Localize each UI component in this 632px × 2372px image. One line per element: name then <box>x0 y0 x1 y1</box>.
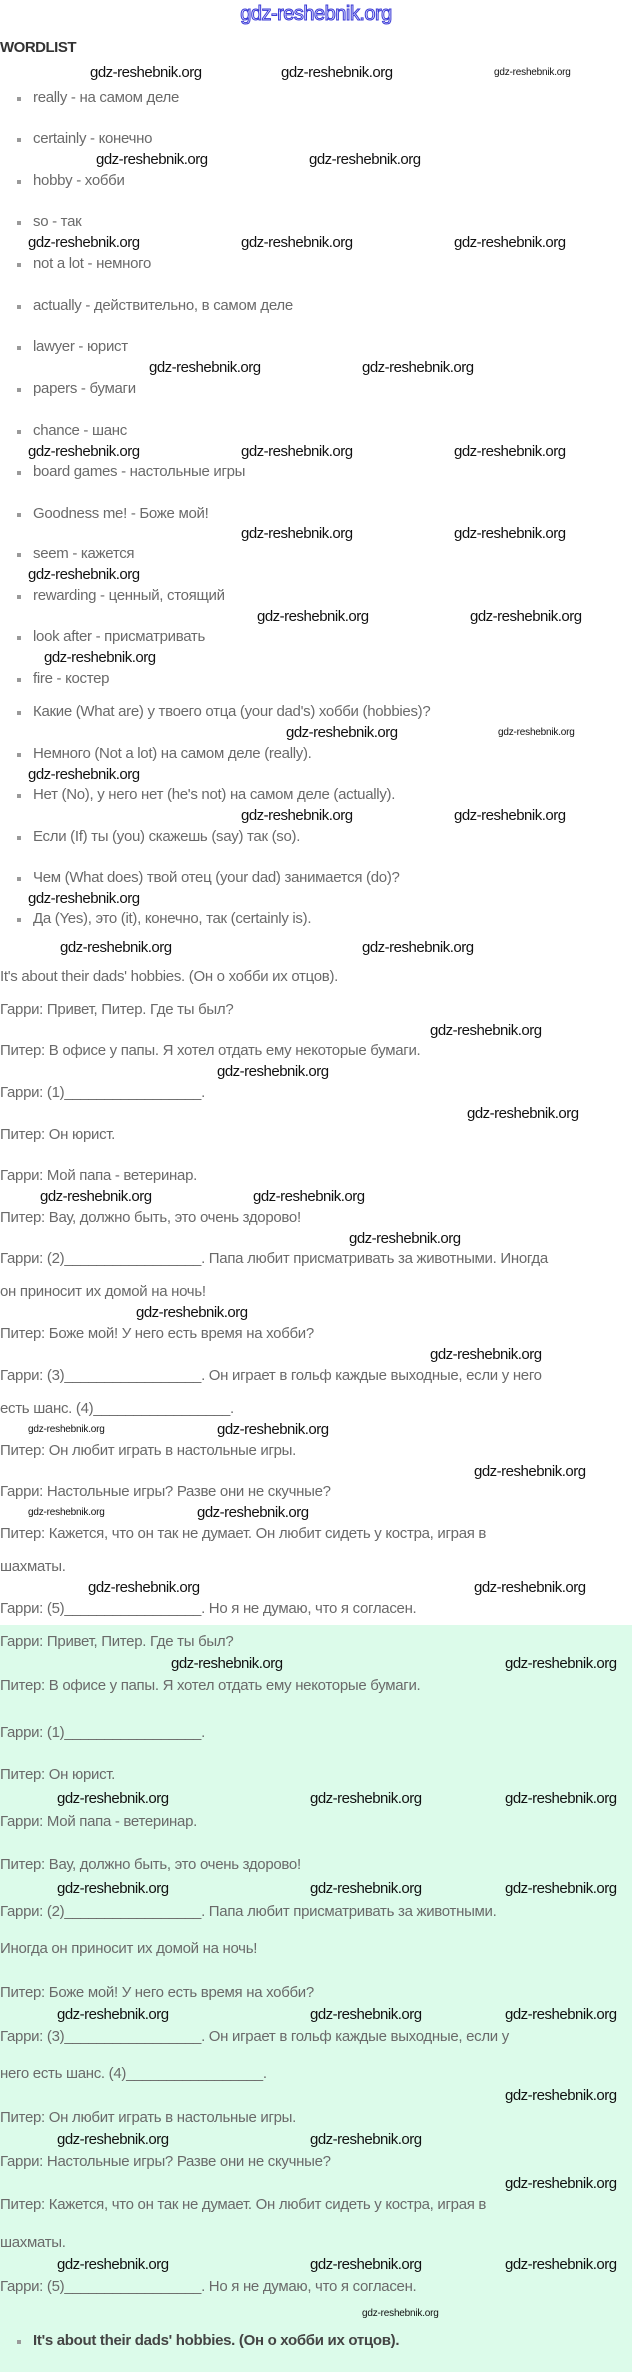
watermark: gdz-reshebnik.org <box>505 2006 617 2023</box>
watermark: gdz-reshebnik.org <box>470 608 582 625</box>
watermark: gdz-reshebnik.org <box>217 1421 329 1438</box>
watermark: gdz-reshebnik.org <box>241 443 353 460</box>
bullet-icon <box>17 221 21 225</box>
wordlist-item: hobby - хобби <box>33 172 125 189</box>
dialogue-line: Питер: В офисе у папы. Я хотел отдать ему некоторые бумаги. <box>0 1042 421 1059</box>
watermark: gdz-reshebnik.org <box>349 1230 461 1247</box>
watermark: gdz-reshebnik.org <box>505 1655 617 1672</box>
wordlist-item: Нет (No), у него нет (he's not) на самом деле (actually). <box>33 786 396 803</box>
watermark: gdz-reshebnik.org <box>309 151 421 168</box>
watermark: gdz-reshebnik.org <box>281 64 393 81</box>
bullet-icon <box>17 263 21 267</box>
watermark: gdz-reshebnik.org <box>28 443 140 460</box>
dialogue-line: Гарри: (2)_________________. Папа любит присматривать за животными. Иногда <box>0 1250 548 1267</box>
wordlist-item: seem - кажется <box>33 545 135 562</box>
answer-line: Гарри: (1)_________________. <box>0 1724 205 1741</box>
watermark: gdz-reshebnik.org <box>44 649 156 666</box>
watermark: gdz-reshebnik.org <box>310 2131 422 2148</box>
watermark: gdz-reshebnik.org <box>505 1880 617 1897</box>
watermark: gdz-reshebnik.org <box>241 234 353 251</box>
watermark: gdz-reshebnik.org <box>88 1579 200 1596</box>
task-answer: It's about their dads' hobbies. (Он о хобби их отцов). <box>0 968 339 985</box>
watermark: gdz-reshebnik.org <box>505 2175 617 2192</box>
watermark: gdz-reshebnik.org <box>28 1507 105 1518</box>
wordlist-item: fire - костер <box>33 670 110 687</box>
dialogue-line: Питер: Боже мой! У него есть время на хобби? <box>0 1325 314 1342</box>
bullet-icon <box>17 180 21 184</box>
watermark: gdz-reshebnik.org <box>57 2006 169 2023</box>
bullet-icon <box>17 305 21 309</box>
dialogue-line: шахматы. <box>0 1558 66 1575</box>
answer-summary: It's about their dads' hobbies. (Он о хобби их отцов). <box>33 2332 400 2349</box>
watermark: gdz-reshebnik.org <box>310 1880 422 1897</box>
watermark: gdz-reshebnik.org <box>96 151 208 168</box>
wordlist-title: WORDLIST <box>0 39 76 56</box>
wordlist-item: really - на самом деле <box>33 89 180 106</box>
watermark: gdz-reshebnik.org <box>474 1463 586 1480</box>
wordlist-item: Какие (What are) у твоего отца (your dad's) хобби (hobbies)? <box>33 703 431 720</box>
dialogue-line: Питер: Вау, должно быть, это очень здорово! <box>0 1209 301 1226</box>
answer-line: Питер: Вау, должно быть, это очень здорово! <box>0 1856 301 1873</box>
wordlist-item: papers - бумаги <box>33 380 136 397</box>
wordlist-item: actually - действительно, в самом деле <box>33 297 293 314</box>
dialogue-line: Гарри: Мой папа - ветеринар. <box>0 1167 197 1184</box>
watermark: gdz-reshebnik.org <box>498 727 575 738</box>
watermark: gdz-reshebnik.org <box>505 2087 617 2104</box>
dialogue-line: Гарри: (3)_________________. Он играет в гольф каждые выходные, если у него <box>0 1367 542 1384</box>
watermark: gdz-reshebnik.org <box>57 2256 169 2273</box>
answer-line: Гарри: Привет, Питер. Где ты был? <box>0 1633 234 1650</box>
watermark: gdz-reshebnik.org <box>28 1424 105 1435</box>
wordlist-item: Чем (What does) твой отец (your dad) занимается (do)? <box>33 869 400 886</box>
watermark: gdz-reshebnik.org <box>171 1655 283 1672</box>
answer-line: Гарри: Настольные игры? Разве они не скучные? <box>0 2153 331 2170</box>
dialogue-line: Гарри: Привет, Питер. Где ты был? <box>0 1001 234 1018</box>
wordlist-item: Немного (Not a lot) на самом деле (really). <box>33 745 312 762</box>
bullet-icon <box>17 918 21 922</box>
wordlist-item: Goodness me! - Боже мой! <box>33 505 209 522</box>
dialogue-line: Питер: Он любит играть в настольные игры. <box>0 1442 297 1459</box>
watermark: gdz-reshebnik.org <box>362 2308 439 2319</box>
answer-line: Питер: Боже мой! У него есть время на хобби? <box>0 1984 314 2001</box>
watermark: gdz-reshebnik.org <box>430 1346 542 1363</box>
watermark: gdz-reshebnik.org <box>197 1504 309 1521</box>
dialogue-line: Гарри: (1)_________________. <box>0 1084 205 1101</box>
bullet-icon <box>17 595 21 599</box>
wordlist-item: look after - присматривать <box>33 628 205 645</box>
watermark: gdz-reshebnik.org <box>310 1790 422 1807</box>
bullet-icon <box>17 97 21 101</box>
watermark: gdz-reshebnik.org <box>505 2256 617 2273</box>
watermark: gdz-reshebnik.org <box>90 64 202 81</box>
watermark: gdz-reshebnik.org <box>57 1790 169 1807</box>
watermark: gdz-reshebnik.org <box>494 67 571 78</box>
wordlist-item: so - так <box>33 213 82 230</box>
bullet-icon <box>17 836 21 840</box>
watermark: gdz-reshebnik.org <box>310 2256 422 2273</box>
watermark: gdz-reshebnik.org <box>149 359 261 376</box>
answer-line: Иногда он приносит их домой на ночь! <box>0 1940 258 1957</box>
dialogue-line: Питер: Кажется, что он так не думает. Он любит сидеть у костра, играя в <box>0 1525 487 1542</box>
watermark: gdz-reshebnik.org <box>430 1022 542 1039</box>
answer-line: шахматы. <box>0 2234 66 2251</box>
bullet-icon <box>17 388 21 392</box>
dialogue-line: Гарри: (5)_________________. Но я не думаю, что я согласен. <box>0 1600 417 1617</box>
answer-line: Питер: В офисе у папы. Я хотел отдать ему некоторые бумаги. <box>0 1677 421 1694</box>
bullet-icon <box>17 711 21 715</box>
watermark: gdz-reshebnik.org <box>40 1188 152 1205</box>
dialogue-line: Питер: Он юрист. <box>0 1126 116 1143</box>
header-watermark: gdz-reshebnik.org <box>240 3 392 25</box>
bullet-icon <box>17 553 21 557</box>
watermark: gdz-reshebnik.org <box>241 807 353 824</box>
watermark: gdz-reshebnik.org <box>362 359 474 376</box>
answer-line: Гарри: Мой папа - ветеринар. <box>0 1813 197 1830</box>
wordlist-item: lawyer - юрист <box>33 338 128 355</box>
answer-line: Гарри: (3)_________________. Он играет в гольф каждые выходные, если у <box>0 2028 509 2045</box>
watermark: gdz-reshebnik.org <box>286 724 398 741</box>
answer-line: Гарри: (5)_________________. Но я не думаю, что я согласен. <box>0 2278 417 2295</box>
watermark: gdz-reshebnik.org <box>454 807 566 824</box>
watermark: gdz-reshebnik.org <box>454 234 566 251</box>
dialogue-line: он приносит их домой на ночь! <box>0 1283 206 1300</box>
bullet-icon <box>17 2340 21 2344</box>
watermark: gdz-reshebnik.org <box>28 566 140 583</box>
bullet-icon <box>17 346 21 350</box>
watermark: gdz-reshebnik.org <box>28 234 140 251</box>
watermark: gdz-reshebnik.org <box>57 1880 169 1897</box>
watermark: gdz-reshebnik.org <box>136 1304 248 1321</box>
bullet-icon <box>17 794 21 798</box>
answer-line: Питер: Он любит играть в настольные игры. <box>0 2109 297 2126</box>
watermark: gdz-reshebnik.org <box>362 939 474 956</box>
wordlist-item: rewarding - ценный, стоящий <box>33 587 225 604</box>
watermark: gdz-reshebnik.org <box>28 766 140 783</box>
watermark: gdz-reshebnik.org <box>467 1105 579 1122</box>
answer-line: Питер: Он юрист. <box>0 1766 116 1783</box>
bullet-icon <box>17 513 21 517</box>
wordlist-item: certainly - конечно <box>33 130 153 147</box>
wordlist-item: board games - настольные игры <box>33 463 246 480</box>
watermark: gdz-reshebnik.org <box>454 525 566 542</box>
bullet-icon <box>17 636 21 640</box>
watermark: gdz-reshebnik.org <box>505 1790 617 1807</box>
watermark: gdz-reshebnik.org <box>454 443 566 460</box>
watermark: gdz-reshebnik.org <box>310 2006 422 2023</box>
wordlist-item: Да (Yes), это (it), конечно, так (certainly is). <box>33 910 312 927</box>
bullet-icon <box>17 471 21 475</box>
watermark: gdz-reshebnik.org <box>60 939 172 956</box>
watermark: gdz-reshebnik.org <box>217 1063 329 1080</box>
bullet-icon <box>17 430 21 434</box>
watermark: gdz-reshebnik.org <box>257 608 369 625</box>
bullet-icon <box>17 138 21 142</box>
answer-line: него есть шанс. (4)_________________. <box>0 2065 267 2082</box>
wordlist-item: Если (If) ты (you) скажешь (say) так (so). <box>33 828 301 845</box>
dialogue-line: Гарри: Настольные игры? Разве они не скучные? <box>0 1483 331 1500</box>
watermark: gdz-reshebnik.org <box>28 890 140 907</box>
watermark: gdz-reshebnik.org <box>57 2131 169 2148</box>
watermark: gdz-reshebnik.org <box>253 1188 365 1205</box>
bullet-icon <box>17 877 21 881</box>
watermark: gdz-reshebnik.org <box>474 1579 586 1596</box>
bullet-icon <box>17 678 21 682</box>
wordlist-item: not a lot - немного <box>33 255 152 272</box>
watermark: gdz-reshebnik.org <box>241 525 353 542</box>
wordlist-item: chance - шанс <box>33 422 127 439</box>
answer-line: Гарри: (2)_________________. Папа любит присматривать за животными. <box>0 1903 497 1920</box>
answer-line: Питер: Кажется, что он так не думает. Он любит сидеть у костра, играя в <box>0 2196 487 2213</box>
dialogue-line: есть шанс. (4)_________________. <box>0 1400 234 1417</box>
bullet-icon <box>17 753 21 757</box>
